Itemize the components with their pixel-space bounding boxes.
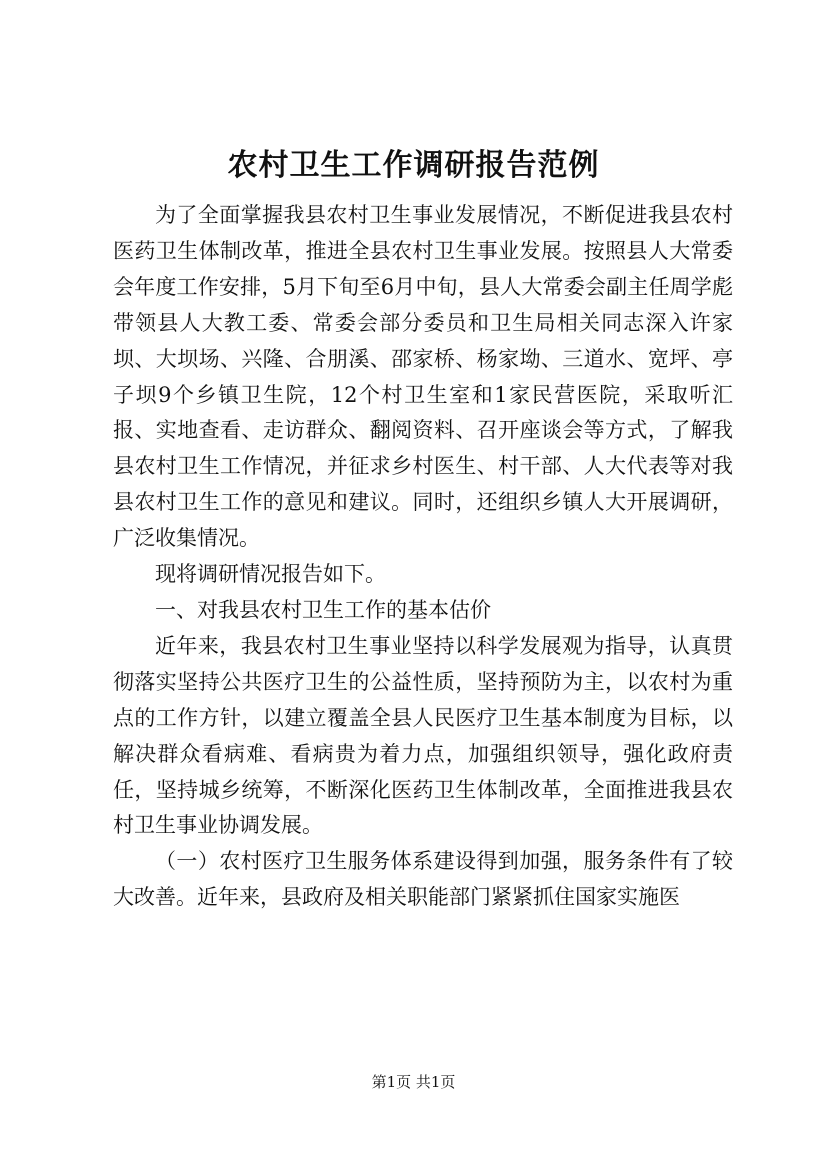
document-body <box>113 198 733 916</box>
page-number-label: 第1页 共1页 <box>371 1073 456 1091</box>
paragraph-report-lead: 现将调研情况报告如下。 <box>155 562 386 587</box>
document-title: 农村卫生工作调研报告范例 <box>227 148 600 183</box>
paragraph-overview: 近年来，我县农村卫生事业坚持以科学发展观为指导，认真贯彻落实坚持公共医疗卫生的公益性质，坚持预防为主，以农村为重点的工作方针，以建立覆盖全县人民医疗卫生基本制度为目标，以解决群众看病难、看病贵为着力点，加强组织领导，强化政府责任，坚持城乡统筹，不断深化医药卫生体制改革，全面推进我县农村卫生事业协调发展。 <box>113 633 733 838</box>
paragraph-intro: 为了全面掌握我县农村卫生事业发展情况，不断促进我县农村医药卫生体制改革，推进全县农村卫生事业发展。按照县人大常委会年度工作安排，5月下旬至6月中旬，县人大常委会副主任周学彪带领县人大教工委、常委会部分委员和卫生局相关同志深入许家坝、大坝场、兴隆、合朋溪、邵家桥、杨家坳、三道水、宽坪、亭子坝9个乡镇卫生院，12个村卫生室和1家民营医院，采取听汇报、实地查看、走访群众、翻阅资料、召开座谈会等方式，了解我县农村卫生工作情况，并征求乡村医生、村干部、人大代表等对我县农村卫生工作的意见和建议。同时，还组织乡镇人大开展调研，广泛收集情况。 <box>113 203 733 551</box>
page-footer <box>0 1072 827 1092</box>
section-heading-1: 一、对我县农村卫生工作的基本估价 <box>155 597 491 622</box>
paragraph-subsection-1: （一）农村医疗卫生服务体系建设得到加强，服务条件有了较大改善。近年来，县政府及相关职能部门紧紧抓住国家实施医 <box>113 849 733 910</box>
